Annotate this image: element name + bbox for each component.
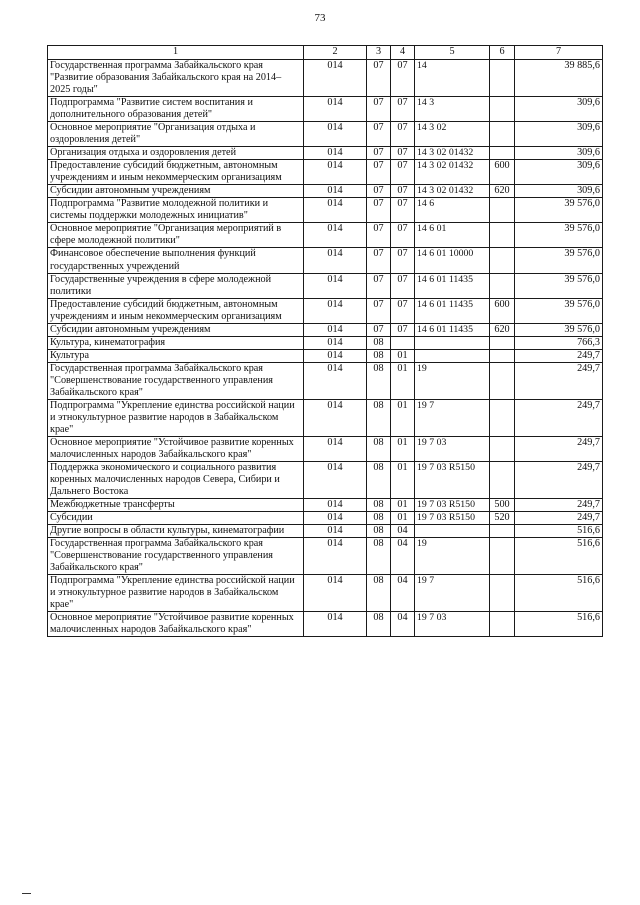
header-cell: 3: [367, 46, 391, 60]
row-vr-cell: [490, 349, 515, 362]
row-vr-cell: [490, 122, 515, 147]
table-row: [48, 298, 603, 323]
row-name-cell: Культура, кинематография: [48, 336, 304, 349]
table-row: [48, 349, 603, 362]
table-row: [48, 538, 603, 575]
row-cs-cell: 14 6 01: [415, 223, 490, 248]
table-row: [48, 612, 603, 637]
row-sum-cell: 39 885,6: [515, 60, 603, 97]
row-ved-cell: 014: [304, 612, 367, 637]
table-row: [48, 97, 603, 122]
row-pr-cell: 07: [391, 198, 415, 223]
row-name-cell: Субсидии автономным учреждениям: [48, 185, 304, 198]
row-sum-cell: 39 576,0: [515, 198, 603, 223]
row-cs-cell: 19 7 03 R5150: [415, 462, 490, 499]
row-sum-cell: 39 576,0: [515, 298, 603, 323]
row-ved-cell: 014: [304, 512, 367, 525]
row-ved-cell: 014: [304, 399, 367, 436]
row-cs-cell: 19: [415, 538, 490, 575]
row-pr-cell: 01: [391, 512, 415, 525]
row-rz-cell: 08: [367, 362, 391, 399]
row-cs-cell: 19 7 03: [415, 612, 490, 637]
row-cs-cell: 14 6: [415, 198, 490, 223]
row-rz-cell: 07: [367, 248, 391, 273]
row-sum-cell: 249,7: [515, 362, 603, 399]
row-pr-cell: 01: [391, 499, 415, 512]
row-ved-cell: 014: [304, 538, 367, 575]
row-name-cell: Другие вопросы в области культуры, кинематографии: [48, 525, 304, 538]
row-sum-cell: 39 576,0: [515, 273, 603, 298]
row-rz-cell: 08: [367, 436, 391, 461]
row-cs-cell: 14: [415, 60, 490, 97]
row-vr-cell: [490, 436, 515, 461]
row-ved-cell: 014: [304, 223, 367, 248]
row-name-cell: Предоставление субсидий бюджетным, автономным учреждениям и иным некоммерческим организациям: [48, 298, 304, 323]
row-vr-cell: [490, 273, 515, 298]
row-rz-cell: 07: [367, 160, 391, 185]
table-row: [48, 436, 603, 461]
row-rz-cell: 08: [367, 525, 391, 538]
row-pr-cell: 04: [391, 612, 415, 637]
header-cell: 2: [304, 46, 367, 60]
row-cs-cell: 14 6 01 11435: [415, 273, 490, 298]
table-row: [48, 336, 603, 349]
row-ved-cell: 014: [304, 198, 367, 223]
table-row: [48, 512, 603, 525]
row-pr-cell: 07: [391, 122, 415, 147]
row-pr-cell: 01: [391, 462, 415, 499]
row-rz-cell: 08: [367, 349, 391, 362]
table-row: [48, 248, 603, 273]
table-row: [48, 198, 603, 223]
row-pr-cell: [391, 336, 415, 349]
row-rz-cell: 07: [367, 223, 391, 248]
row-pr-cell: 01: [391, 362, 415, 399]
row-sum-cell: 39 576,0: [515, 323, 603, 336]
row-ved-cell: 014: [304, 336, 367, 349]
table-row: [48, 399, 603, 436]
row-sum-cell: 249,7: [515, 399, 603, 436]
row-rz-cell: 07: [367, 198, 391, 223]
table-row: [48, 273, 603, 298]
row-sum-cell: 309,6: [515, 97, 603, 122]
row-ved-cell: 014: [304, 362, 367, 399]
row-rz-cell: 07: [367, 323, 391, 336]
row-cs-cell: 14 3: [415, 97, 490, 122]
row-vr-cell: 600: [490, 298, 515, 323]
row-vr-cell: [490, 248, 515, 273]
header-cell: 4: [391, 46, 415, 60]
row-cs-cell: 14 6 01 10000: [415, 248, 490, 273]
row-pr-cell: 04: [391, 525, 415, 538]
row-ved-cell: 014: [304, 525, 367, 538]
budget-table: [47, 45, 603, 637]
table-row: [48, 525, 603, 538]
row-cs-cell: 14 3 02 01432: [415, 185, 490, 198]
row-name-cell: Субсидии: [48, 512, 304, 525]
row-vr-cell: [490, 462, 515, 499]
row-pr-cell: 07: [391, 248, 415, 273]
row-ved-cell: 014: [304, 160, 367, 185]
row-name-cell: Основное мероприятие "Организация отдыха и оздоровления детей": [48, 122, 304, 147]
row-ved-cell: 014: [304, 147, 367, 160]
row-rz-cell: 07: [367, 298, 391, 323]
row-cs-cell: 14 3 02 01432: [415, 147, 490, 160]
row-rz-cell: 08: [367, 612, 391, 637]
row-vr-cell: [490, 399, 515, 436]
table-row: [48, 185, 603, 198]
row-pr-cell: 04: [391, 538, 415, 575]
row-name-cell: Культура: [48, 349, 304, 362]
row-rz-cell: 07: [367, 273, 391, 298]
row-cs-cell: 14 6 01 11435: [415, 323, 490, 336]
table-row: [48, 499, 603, 512]
row-pr-cell: 07: [391, 60, 415, 97]
row-cs-cell: 19 7 03 R5150: [415, 499, 490, 512]
row-ved-cell: 014: [304, 273, 367, 298]
row-pr-cell: 01: [391, 436, 415, 461]
row-name-cell: Межбюджетные трансферты: [48, 499, 304, 512]
row-rz-cell: 08: [367, 512, 391, 525]
row-name-cell: Организация отдыха и оздоровления детей: [48, 147, 304, 160]
row-vr-cell: [490, 362, 515, 399]
row-vr-cell: 620: [490, 185, 515, 198]
row-name-cell: Государственная программа Забайкальского края "Развитие образования Забайкальского края на 2014–2025 годы": [48, 60, 304, 97]
row-vr-cell: 520: [490, 512, 515, 525]
row-ved-cell: 014: [304, 185, 367, 198]
row-rz-cell: 07: [367, 147, 391, 160]
row-sum-cell: 249,7: [515, 349, 603, 362]
row-rz-cell: 08: [367, 462, 391, 499]
row-ved-cell: 014: [304, 323, 367, 336]
row-ved-cell: 014: [304, 436, 367, 461]
row-sum-cell: 516,6: [515, 612, 603, 637]
row-vr-cell: 620: [490, 323, 515, 336]
row-vr-cell: [490, 97, 515, 122]
row-ved-cell: 014: [304, 60, 367, 97]
table-row: [48, 147, 603, 160]
row-ved-cell: 014: [304, 462, 367, 499]
row-pr-cell: 07: [391, 298, 415, 323]
table-row: [48, 362, 603, 399]
row-ved-cell: 014: [304, 575, 367, 612]
row-sum-cell: 39 576,0: [515, 248, 603, 273]
row-sum-cell: 309,6: [515, 160, 603, 185]
table-body: [48, 60, 603, 637]
row-rz-cell: 07: [367, 60, 391, 97]
row-pr-cell: 07: [391, 147, 415, 160]
row-sum-cell: 516,6: [515, 525, 603, 538]
row-vr-cell: [490, 575, 515, 612]
row-sum-cell: 249,7: [515, 436, 603, 461]
table-row: [48, 462, 603, 499]
row-ved-cell: 014: [304, 298, 367, 323]
row-vr-cell: 500: [490, 499, 515, 512]
row-rz-cell: 08: [367, 538, 391, 575]
row-pr-cell: 07: [391, 323, 415, 336]
row-name-cell: Государственная программа Забайкальского края "Совершенствование государственного управления Забайкальского края": [48, 538, 304, 575]
row-vr-cell: [490, 525, 515, 538]
row-cs-cell: 14 3 02 01432: [415, 160, 490, 185]
table-row: [48, 323, 603, 336]
row-sum-cell: 249,7: [515, 499, 603, 512]
row-pr-cell: 01: [391, 349, 415, 362]
row-name-cell: Подпрограмма "Укрепление единства российской нации и этнокультурное развитие народов в Забайкальском крае": [48, 575, 304, 612]
row-pr-cell: 07: [391, 223, 415, 248]
row-rz-cell: 07: [367, 185, 391, 198]
row-name-cell: Субсидии автономным учреждениям: [48, 323, 304, 336]
row-cs-cell: 19 7 03 R5150: [415, 512, 490, 525]
row-rz-cell: 08: [367, 399, 391, 436]
row-rz-cell: 07: [367, 122, 391, 147]
row-sum-cell: 249,7: [515, 462, 603, 499]
header-row: [48, 46, 603, 60]
row-sum-cell: 249,7: [515, 512, 603, 525]
row-pr-cell: 07: [391, 160, 415, 185]
row-vr-cell: [490, 336, 515, 349]
row-name-cell: Подпрограмма "Развитие молодежной политики и системы поддержки молодежных инициатив": [48, 198, 304, 223]
table-row: [48, 60, 603, 97]
row-name-cell: Подпрограмма "Укрепление единства российской нации и этнокультурное развитие народов в Забайкальском крае": [48, 399, 304, 436]
header-cell: 6: [490, 46, 515, 60]
row-cs-cell: [415, 349, 490, 362]
row-rz-cell: 08: [367, 499, 391, 512]
table-row: [48, 122, 603, 147]
row-name-cell: Основное мероприятие "Устойчивое развитие коренных малочисленных народов Забайкальского края": [48, 436, 304, 461]
row-cs-cell: 14 3 02: [415, 122, 490, 147]
row-sum-cell: 766,3: [515, 336, 603, 349]
row-cs-cell: 19: [415, 362, 490, 399]
row-name-cell: Основное мероприятие "Организация мероприятий в сфере молодежной политики": [48, 223, 304, 248]
row-cs-cell: 19 7: [415, 399, 490, 436]
row-rz-cell: 08: [367, 336, 391, 349]
row-name-cell: Финансовое обеспечение выполнения функций государственных учреждений: [48, 248, 304, 273]
header-cell: 5: [415, 46, 490, 60]
row-sum-cell: 309,6: [515, 147, 603, 160]
row-name-cell: Основное мероприятие "Устойчивое развитие коренных малочисленных народов Забайкальского края": [48, 612, 304, 637]
row-vr-cell: [490, 223, 515, 248]
row-name-cell: Подпрограмма "Развитие систем воспитания и дополнительного образования детей": [48, 97, 304, 122]
table-row: [48, 575, 603, 612]
row-pr-cell: 07: [391, 97, 415, 122]
row-name-cell: Предоставление субсидий бюджетным, автономным учреждениям и иным некоммерческим организациям: [48, 160, 304, 185]
row-sum-cell: 516,6: [515, 575, 603, 612]
row-ved-cell: 014: [304, 349, 367, 362]
row-rz-cell: 08: [367, 575, 391, 612]
row-sum-cell: 309,6: [515, 122, 603, 147]
row-name-cell: Государственные учреждения в сфере молодежной политики: [48, 273, 304, 298]
row-sum-cell: 39 576,0: [515, 223, 603, 248]
row-cs-cell: 19 7 03: [415, 436, 490, 461]
row-name-cell: Поддержка экономического и социального развития коренных малочисленных народов Севера, Сибири и Дальнего Востока: [48, 462, 304, 499]
row-vr-cell: [490, 612, 515, 637]
row-vr-cell: [490, 198, 515, 223]
row-pr-cell: 07: [391, 185, 415, 198]
row-vr-cell: 600: [490, 160, 515, 185]
row-pr-cell: 07: [391, 273, 415, 298]
row-pr-cell: 04: [391, 575, 415, 612]
row-sum-cell: 309,6: [515, 185, 603, 198]
row-vr-cell: [490, 147, 515, 160]
page-margin-mark: [22, 893, 31, 894]
row-rz-cell: 07: [367, 97, 391, 122]
row-ved-cell: 014: [304, 248, 367, 273]
row-cs-cell: 19 7: [415, 575, 490, 612]
table-row: [48, 223, 603, 248]
row-name-cell: Государственная программа Забайкальского края "Совершенствование государственного управления Забайкальского края": [48, 362, 304, 399]
row-vr-cell: [490, 538, 515, 575]
row-vr-cell: [490, 60, 515, 97]
row-cs-cell: [415, 336, 490, 349]
header-cell: 1: [48, 46, 304, 60]
row-cs-cell: [415, 525, 490, 538]
row-sum-cell: 516,6: [515, 538, 603, 575]
row-pr-cell: 01: [391, 399, 415, 436]
row-ved-cell: 014: [304, 122, 367, 147]
row-ved-cell: 014: [304, 499, 367, 512]
header-cell: 7: [515, 46, 603, 60]
table-row: [48, 160, 603, 185]
row-cs-cell: 14 6 01 11435: [415, 298, 490, 323]
row-ved-cell: 014: [304, 97, 367, 122]
page-number: 73: [314, 12, 326, 24]
